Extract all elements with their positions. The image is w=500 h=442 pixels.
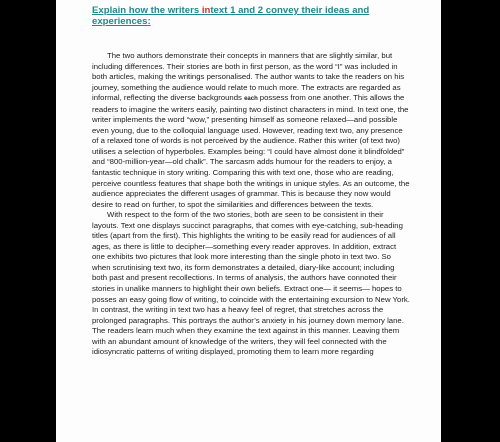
question-text-start: Explain how the writers [92,5,202,16]
paragraph-2 [92,210,410,358]
essay-question [92,5,422,27]
handwritten-annotation: each [244,96,258,103]
paragraph-1-text-start: The two authors demonstrate their concepts in manners that are slightly similar, but including differences. Their stories are both in first person, as the word “I” was included in both articles, making the writings personalised. The author wants to take the readers on his journey, something the audience would relate to much more. The extracts are regarded as informal, reflecting the diverse backgrounds [92,51,405,103]
paragraph-2-text: With respect to the form of the two stories, both are seen to be consistent in their layouts. Text one displays succinct paragraphs, that comes with eye-catching, sub-heading titles (apart from the first). This highlights the writing to be easily read for audiences of all ages, as there is little to decipher—something every reader approves. In addition, extract one exhibits two pictures that look more interesting than the single photo in text two. So when scrutinising text two, its form demonstrates a detailed, diary-like account; including both past and present recollections. In terms of analysis, the authors have connoted their stories in unalike manners to highlight their own beliefs. Extract one— it seems— hopes to posses an easy going flow of writing, to coincide with the entertaining excursion to New York. In contrast, the writing in text two has a heavy feel of regret, that stretches across the prolonged paragraphs. This portrays the author’s anxiety in his journey down memory lane. The readers learn much when they examine the text against in this manner. Leaving them with an abundant amount of knowledge of the writers, they will feel connected with the idiosyncratic patterns of writing displayed, promoting them to learn more regarding [92,210,410,357]
handwritten-insertion: in [201,5,211,16]
essay-body [92,51,410,358]
document-page [56,0,441,442]
paragraph-1 [92,51,410,210]
paragraph-1-text-end: possess from one another. This allows the readers to imagine the writers easily, painting two distinct characters in mind. In text one, the writer implements the word “wow,” presenting himself as someone relaxed—and possible even young, due to the colloquial language used. However, reading text two, any presence of a relaxed tone of words is not perceived by the audience. Rather this writer (of text two) utilises a selection of hyperboles. Examples being: “I could have almost done it blindfolded” and “800-million-year—old chalk”. The sarcasm adds humour for the readers to enjoy, a fantastic technique in story writing. Comparing this with text one, those who are reading, perceive countless features that shape both the writings in unique styles. As an outcome, the audience appreciates the different usages of grammar. This is because they now would desire to read on further, to spot the similarities and differences between the texts. [92,93,410,209]
question-text-end: text 1 and 2 convey their ideas and experiences: [92,5,370,27]
